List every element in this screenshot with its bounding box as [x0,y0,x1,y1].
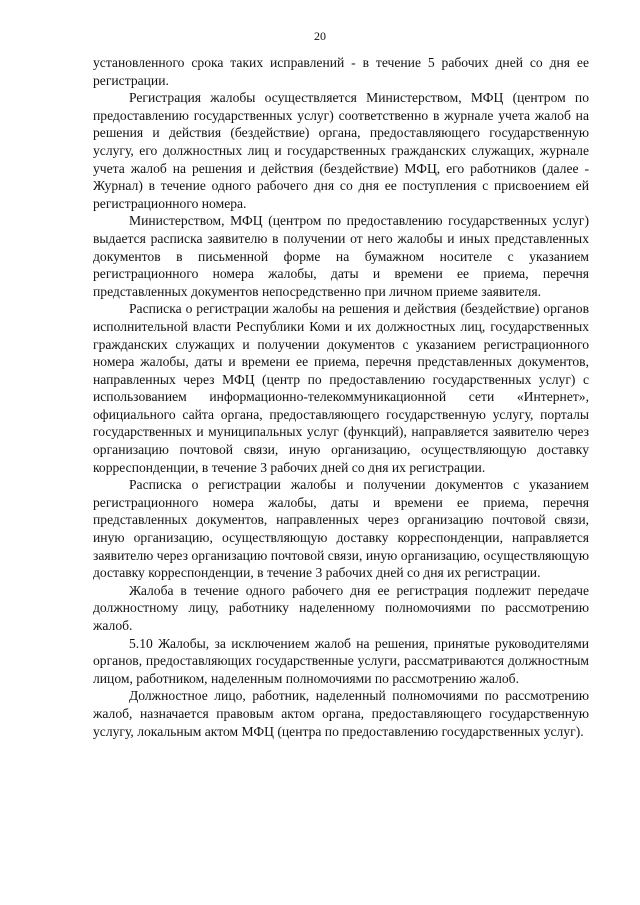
page-number: 20 [314,29,326,43]
paragraph-correction-deadline: установленного срока таких исправлений - в течение 5 рабочих дней со дня ее регистрации. [93,55,589,88]
paragraph-official-appointment: Должностное лицо, работник, наделенный полномочиями по рассмотрению жалоб, назначается правовым актом органа, предоставляющего государственную услугу, локальным актом МФЦ (центра по предоставлению государственных услуг). [93,688,589,739]
paragraph-receipt-personal: Министерством, МФЦ (центром по предоставлению государственных услуг) выдается расписка заявителю в получении от него жалобы и иных представленных документов в письменной форме на бумажном носителе с указанием регистрационного номера жалобы, даты и времени ее приема, перечня представленных документов непосредственно при личном приеме заявителя. [93,213,589,299]
paragraph-receipt-postal: Расписка о регистрации жалобы и получении документов с указанием регистрационного номера жалобы, даты и времени ее приема, перечня представленных документов, направленных через организацию почтовой связи, иную организацию, осуществляющую доставку корреспонденции, направляется заявителю через организацию почтовой связи, иную организацию, осуществляющую доставку корреспонденции, в течение 3 рабочих дней со дня их регистрации. [93,477,589,581]
document-body [93,54,589,740]
paragraph-receipt-electronic: Расписка о регистрации жалобы на решения и действия (бездействие) органов исполнительной власти Республики Коми и их должностных лиц, государственных гражданских служащих и получении документов с указанием регистрационного номера жалобы, даты и времени ее приема, перечня представленных документов, направленных через МФЦ (центр по предоставлению государственных услуг) с использованием информационно-телекоммуникационной сети «Интернет», официального сайта органа, предоставляющего государственную услугу, порталы государственных и муниципальных услуг (функций), направляется заявителю через организацию почтовой связи, иную организацию, осуществляющую доставку корреспонденции, в течение 3 рабочих дней со дня их регистрации. [93,301,589,475]
paragraph-complaint-registration: Регистрация жалобы осуществляется Министерством, МФЦ (центром по предоставлению государственных услуг) соответственно в журнале учета жалоб на решения и действия (бездействие) органа, предоставляющего государственную услугу, его должностных лиц и государственных гражданских служащих, журнале учета жалоб на решения и действия (бездействие) МФЦ, его работников (далее - Журнал) в течение одного рабочего дня со дня ее поступления с присвоением ей регистрационного номера. [93,90,589,211]
paragraph-complaint-transfer: Жалоба в течение одного рабочего дня ее регистрация подлежит передаче должностному лицу, работнику наделенному полномочиями по рассмотрению жалоб. [93,582,589,633]
paragraph-section-5-10: 5.10 Жалобы, за исключением жалоб на решения, принятые руководителями органов, предоставляющих государственные услуги, рассматриваются должностным лицом, работником, наделенным полномочиями по рассмотрению жалоб. [93,635,589,686]
